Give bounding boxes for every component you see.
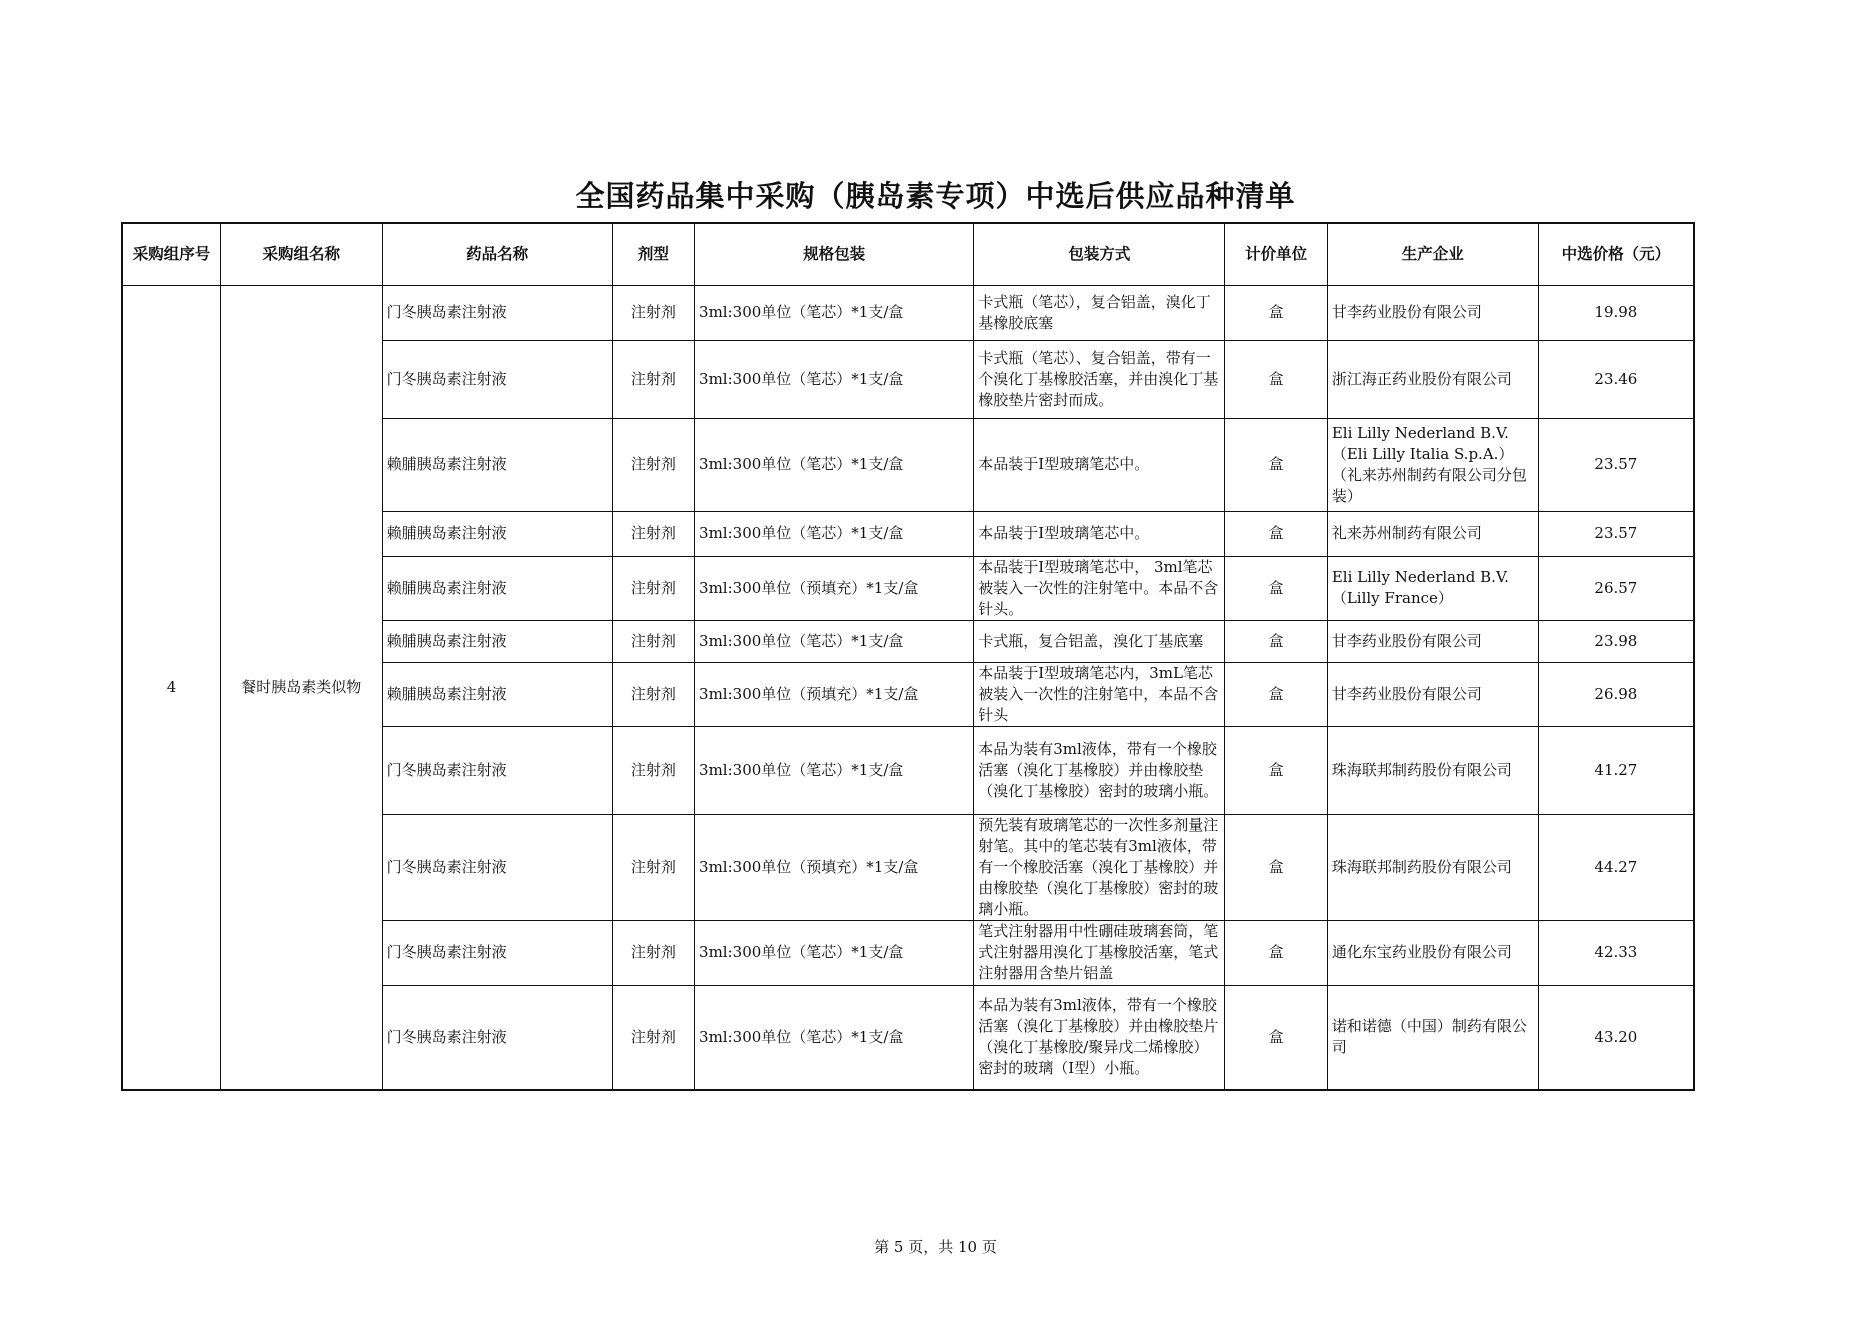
dosage-form-cell: 注射剂	[612, 726, 694, 814]
price-cell: 41.27	[1538, 726, 1694, 814]
drug-name-cell: 赖脯胰岛素注射液	[382, 556, 612, 620]
unit-cell: 盒	[1225, 726, 1327, 814]
packaging-cell: 本品装于Ⅰ型玻璃笔芯中。	[974, 511, 1225, 556]
col-header-unit: 计价单位	[1225, 223, 1327, 285]
spec-cell: 3ml:300单位（预填充）*1支/盒	[695, 556, 974, 620]
price-cell: 44.27	[1538, 814, 1694, 920]
unit-cell: 盒	[1225, 814, 1327, 920]
col-header-price: 中选价格（元）	[1538, 223, 1694, 285]
dosage-form-cell: 注射剂	[612, 985, 694, 1090]
manufacturer-cell: 浙江海正药业股份有限公司	[1327, 340, 1538, 418]
manufacturer-cell: 甘李药业股份有限公司	[1327, 285, 1538, 340]
dosage-form-cell: 注射剂	[612, 511, 694, 556]
dosage-form-cell: 注射剂	[612, 340, 694, 418]
price-cell: 26.98	[1538, 662, 1694, 726]
manufacturer-cell: 珠海联邦制药股份有限公司	[1327, 726, 1538, 814]
manufacturer-cell: 通化东宝药业股份有限公司	[1327, 920, 1538, 985]
group-name-cell: 餐时胰岛素类似物	[220, 285, 382, 1090]
drug-name-cell: 门冬胰岛素注射液	[382, 726, 612, 814]
group-number-cell: 4	[122, 285, 220, 1090]
spec-cell: 3ml:300单位（预填充）*1支/盒	[695, 662, 974, 726]
packaging-cell: 预先装有玻璃笔芯的一次性多剂量注射笔。其中的笔芯装有3ml液体，带有一个橡胶活塞（溴化丁基橡胶）并由橡胶垫（溴化丁基橡胶）密封的玻璃小瓶。	[974, 814, 1225, 920]
dosage-form-cell: 注射剂	[612, 920, 694, 985]
unit-cell: 盒	[1225, 920, 1327, 985]
manufacturer-cell: 诺和诺德（中国）制药有限公司	[1327, 985, 1538, 1090]
drug-name-cell: 门冬胰岛素注射液	[382, 340, 612, 418]
spec-cell: 3ml:300单位（笔芯）*1支/盒	[695, 726, 974, 814]
spec-cell: 3ml:300单位（笔芯）*1支/盒	[695, 920, 974, 985]
page-footer: 第 5 页，共 10 页	[874, 1238, 997, 1256]
col-header-group-name: 采购组名称	[220, 223, 382, 285]
dosage-form-cell: 注射剂	[612, 814, 694, 920]
drug-name-cell: 门冬胰岛素注射液	[382, 985, 612, 1090]
manufacturer-cell: 甘李药业股份有限公司	[1327, 620, 1538, 662]
spec-cell: 3ml:300单位（笔芯）*1支/盒	[695, 340, 974, 418]
packaging-cell: 本品为装有3ml液体，带有一个橡胶活塞（溴化丁基橡胶）并由橡胶垫（溴化丁基橡胶）密封的玻璃小瓶。	[974, 726, 1225, 814]
spec-cell: 3ml:300单位（笔芯）*1支/盒	[695, 285, 974, 340]
packaging-cell: 本品装于Ⅰ型玻璃笔芯中， 3ml笔芯被装入一次性的注射笔中。本品不含针头。	[974, 556, 1225, 620]
manufacturer-cell: Eli Lilly Nederland B.V.（Eli Lilly Italia S.p.A.）（礼来苏州制药有限公司分包装）	[1327, 418, 1538, 511]
packaging-cell: 本品装于Ⅰ型玻璃笔芯中。	[974, 418, 1225, 511]
packaging-cell: 笔式注射器用中性硼硅玻璃套筒，笔式注射器用溴化丁基橡胶活塞，笔式注射器用含垫片铝盖	[974, 920, 1225, 985]
col-header-dosage-form: 剂型	[612, 223, 694, 285]
supply-list-table	[121, 222, 1695, 1091]
manufacturer-cell: Eli Lilly Nederland B.V.（Lilly France）	[1327, 556, 1538, 620]
drug-name-cell: 门冬胰岛素注射液	[382, 920, 612, 985]
drug-name-cell: 赖脯胰岛素注射液	[382, 418, 612, 511]
manufacturer-cell: 甘李药业股份有限公司	[1327, 662, 1538, 726]
packaging-cell: 本品装于Ⅰ型玻璃笔芯内，3mL笔芯被装入一次性的注射笔中，本品不含针头	[974, 662, 1225, 726]
price-cell: 19.98	[1538, 285, 1694, 340]
header-row	[122, 223, 1694, 285]
col-header-drug-name: 药品名称	[382, 223, 612, 285]
price-cell: 23.57	[1538, 511, 1694, 556]
price-cell: 23.46	[1538, 340, 1694, 418]
packaging-cell: 本品为装有3ml液体，带有一个橡胶活塞（溴化丁基橡胶）并由橡胶垫片（溴化丁基橡胶/聚异戊二烯橡胶）密封的玻璃（Ⅰ型）小瓶。	[974, 985, 1225, 1090]
unit-cell: 盒	[1225, 662, 1327, 726]
dosage-form-cell: 注射剂	[612, 285, 694, 340]
spec-cell: 3ml:300单位（笔芯）*1支/盒	[695, 620, 974, 662]
price-cell: 23.98	[1538, 620, 1694, 662]
price-cell: 42.33	[1538, 920, 1694, 985]
price-cell: 43.20	[1538, 985, 1694, 1090]
unit-cell: 盒	[1225, 340, 1327, 418]
col-header-manufacturer: 生产企业	[1327, 223, 1538, 285]
col-header-group-number: 采购组序号	[122, 223, 220, 285]
unit-cell: 盒	[1225, 985, 1327, 1090]
col-header-packaging: 包装方式	[974, 223, 1225, 285]
packaging-cell: 卡式瓶，复合铝盖，溴化丁基底塞	[974, 620, 1225, 662]
table-row	[122, 285, 1694, 340]
dosage-form-cell: 注射剂	[612, 620, 694, 662]
col-header-spec: 规格包装	[695, 223, 974, 285]
drug-name-cell: 赖脯胰岛素注射液	[382, 662, 612, 726]
packaging-cell: 卡式瓶（笔芯），复合铝盖，溴化丁基橡胶底塞	[974, 285, 1225, 340]
packaging-cell: 卡式瓶（笔芯）、复合铝盖，带有一个溴化丁基橡胶活塞，并由溴化丁基橡胶垫片密封而成。	[974, 340, 1225, 418]
page-title: 全国药品集中采购（胰岛素专项）中选后供应品种清单	[575, 179, 1296, 213]
price-cell: 23.57	[1538, 418, 1694, 511]
manufacturer-cell: 珠海联邦制药股份有限公司	[1327, 814, 1538, 920]
drug-name-cell: 门冬胰岛素注射液	[382, 285, 612, 340]
drug-name-cell: 赖脯胰岛素注射液	[382, 620, 612, 662]
dosage-form-cell: 注射剂	[612, 418, 694, 511]
spec-cell: 3ml:300单位（笔芯）*1支/盒	[695, 418, 974, 511]
spec-cell: 3ml:300单位（预填充）*1支/盒	[695, 814, 974, 920]
price-cell: 26.57	[1538, 556, 1694, 620]
spec-cell: 3ml:300单位（笔芯）*1支/盒	[695, 511, 974, 556]
spec-cell: 3ml:300单位（笔芯）*1支/盒	[695, 985, 974, 1090]
drug-name-cell: 赖脯胰岛素注射液	[382, 511, 612, 556]
drug-name-cell: 门冬胰岛素注射液	[382, 814, 612, 920]
unit-cell: 盒	[1225, 620, 1327, 662]
dosage-form-cell: 注射剂	[612, 662, 694, 726]
unit-cell: 盒	[1225, 285, 1327, 340]
dosage-form-cell: 注射剂	[612, 556, 694, 620]
manufacturer-cell: 礼来苏州制药有限公司	[1327, 511, 1538, 556]
unit-cell: 盒	[1225, 556, 1327, 620]
unit-cell: 盒	[1225, 418, 1327, 511]
unit-cell: 盒	[1225, 511, 1327, 556]
